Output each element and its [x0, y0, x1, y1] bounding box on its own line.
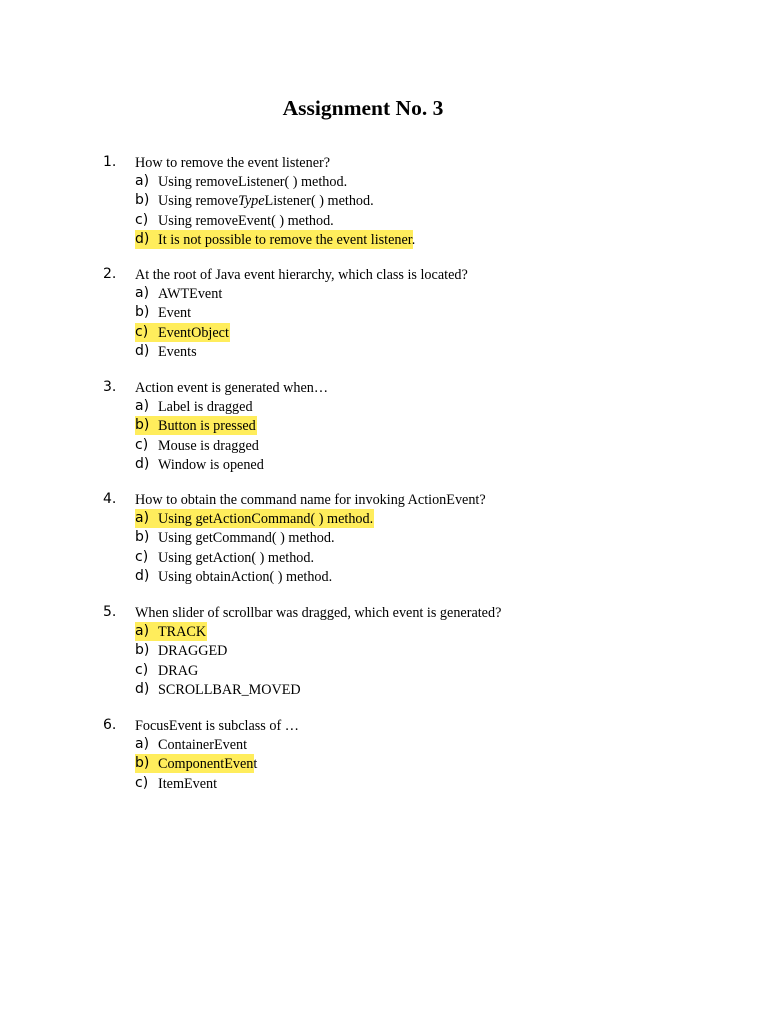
- option-label: c): [135, 323, 149, 340]
- option-label: d): [135, 455, 150, 472]
- option-text-main: Using obtainAction( ) method.: [158, 568, 333, 585]
- option-text-main: Using getActionCommand( ) method.: [158, 511, 374, 528]
- option-text: [158, 456, 264, 474]
- option-label: d): [135, 567, 150, 584]
- option-text: [158, 398, 253, 416]
- option-label: a): [135, 736, 150, 753]
- option-text: [158, 437, 259, 455]
- option-text: [158, 212, 334, 230]
- option-label: b): [135, 417, 150, 434]
- question-number: 6.: [103, 717, 117, 733]
- option-label: a): [135, 285, 150, 302]
- option-text: [158, 642, 227, 660]
- option-label: a): [135, 510, 150, 527]
- option-text-main: TRACK: [158, 624, 207, 641]
- option-text-main: Button is pressed: [158, 418, 256, 435]
- question-number: 3.: [103, 379, 117, 395]
- option-text-main: ComponentEven: [158, 756, 254, 773]
- option-label: b): [135, 304, 150, 321]
- option-text: [158, 736, 247, 754]
- question-number: 5.: [103, 604, 117, 620]
- option-text: [158, 549, 314, 567]
- option-text-main: DRAGGED: [158, 643, 228, 660]
- option-label: c): [135, 661, 149, 678]
- option-text: [158, 510, 373, 528]
- option-text: [158, 324, 229, 342]
- option-text-main: It is not possible to remove the event listener: [158, 231, 412, 248]
- option-label: b): [135, 755, 150, 772]
- question-text: How to obtain the command name for invoking ActionEvent?: [135, 492, 486, 508]
- option-text-main: Window is opened: [158, 456, 264, 473]
- question-text: How to remove the event listener?: [135, 155, 331, 171]
- option-text: [158, 662, 198, 680]
- option-text-main: Events: [158, 343, 197, 360]
- question-text: When slider of scrollbar was dragged, which event is generated?: [135, 605, 502, 621]
- option-label: b): [135, 642, 150, 659]
- option-text: [158, 755, 257, 773]
- option-label: b): [135, 529, 150, 546]
- option-text: [158, 192, 374, 210]
- question-text: Action event is generated when…: [135, 380, 329, 396]
- option-text-part: Using remove: [158, 193, 238, 210]
- option-label: c): [135, 548, 149, 565]
- option-label: b): [135, 192, 150, 209]
- option-text-main: Event: [158, 305, 192, 322]
- option-label: a): [135, 623, 150, 640]
- question-number: 2.: [103, 266, 117, 282]
- option-text-main: Mouse is dragged: [158, 437, 259, 454]
- option-label: c): [135, 774, 149, 791]
- option-text: [158, 343, 197, 361]
- option-text-part: Listener( ) method.: [264, 193, 374, 210]
- option-text: [158, 285, 222, 303]
- option-label: c): [135, 211, 149, 228]
- option-text-main: SCROLLBAR_MOVED: [158, 681, 301, 698]
- option-label: d): [135, 680, 150, 697]
- question-text: FocusEvent is subclass of …: [135, 718, 299, 734]
- option-text: [158, 568, 332, 586]
- question-number: 4.: [103, 491, 117, 507]
- question-number: 1.: [103, 154, 117, 170]
- option-label: c): [135, 436, 149, 453]
- option-text-main: Label is dragged: [158, 399, 253, 416]
- option-label: a): [135, 398, 150, 415]
- option-text: [158, 173, 347, 191]
- option-text-italic: Type: [238, 193, 265, 210]
- option-text: [158, 529, 335, 547]
- option-text-tail: t: [253, 756, 258, 773]
- option-text-main: ItemEvent: [158, 775, 218, 792]
- option-text-main: Using removeListener( ) method.: [158, 174, 348, 191]
- option-text: [158, 623, 206, 641]
- option-label: d): [135, 230, 150, 247]
- question-text: At the root of Java event hierarchy, which class is located?: [135, 267, 468, 283]
- option-text: [158, 681, 301, 699]
- option-text-main: Using getAction( ) method.: [158, 549, 315, 566]
- option-text-main: Using removeEvent( ) method.: [158, 212, 334, 229]
- option-text: [158, 304, 191, 322]
- option-text-main: EventObject: [158, 324, 229, 341]
- option-text-main: ContainerEvent: [158, 737, 248, 754]
- option-text-main: AWTEvent: [158, 286, 223, 303]
- option-label: d): [135, 342, 150, 359]
- option-text-main: Using getCommand( ) method.: [158, 530, 335, 547]
- option-text: [158, 417, 256, 435]
- option-text: [158, 231, 415, 249]
- option-label: a): [135, 173, 150, 190]
- option-text: [158, 775, 217, 793]
- option-text-main: DRAG: [158, 662, 199, 679]
- option-text-tail: .: [411, 231, 416, 248]
- page-title: Assignment No. 3: [282, 96, 444, 120]
